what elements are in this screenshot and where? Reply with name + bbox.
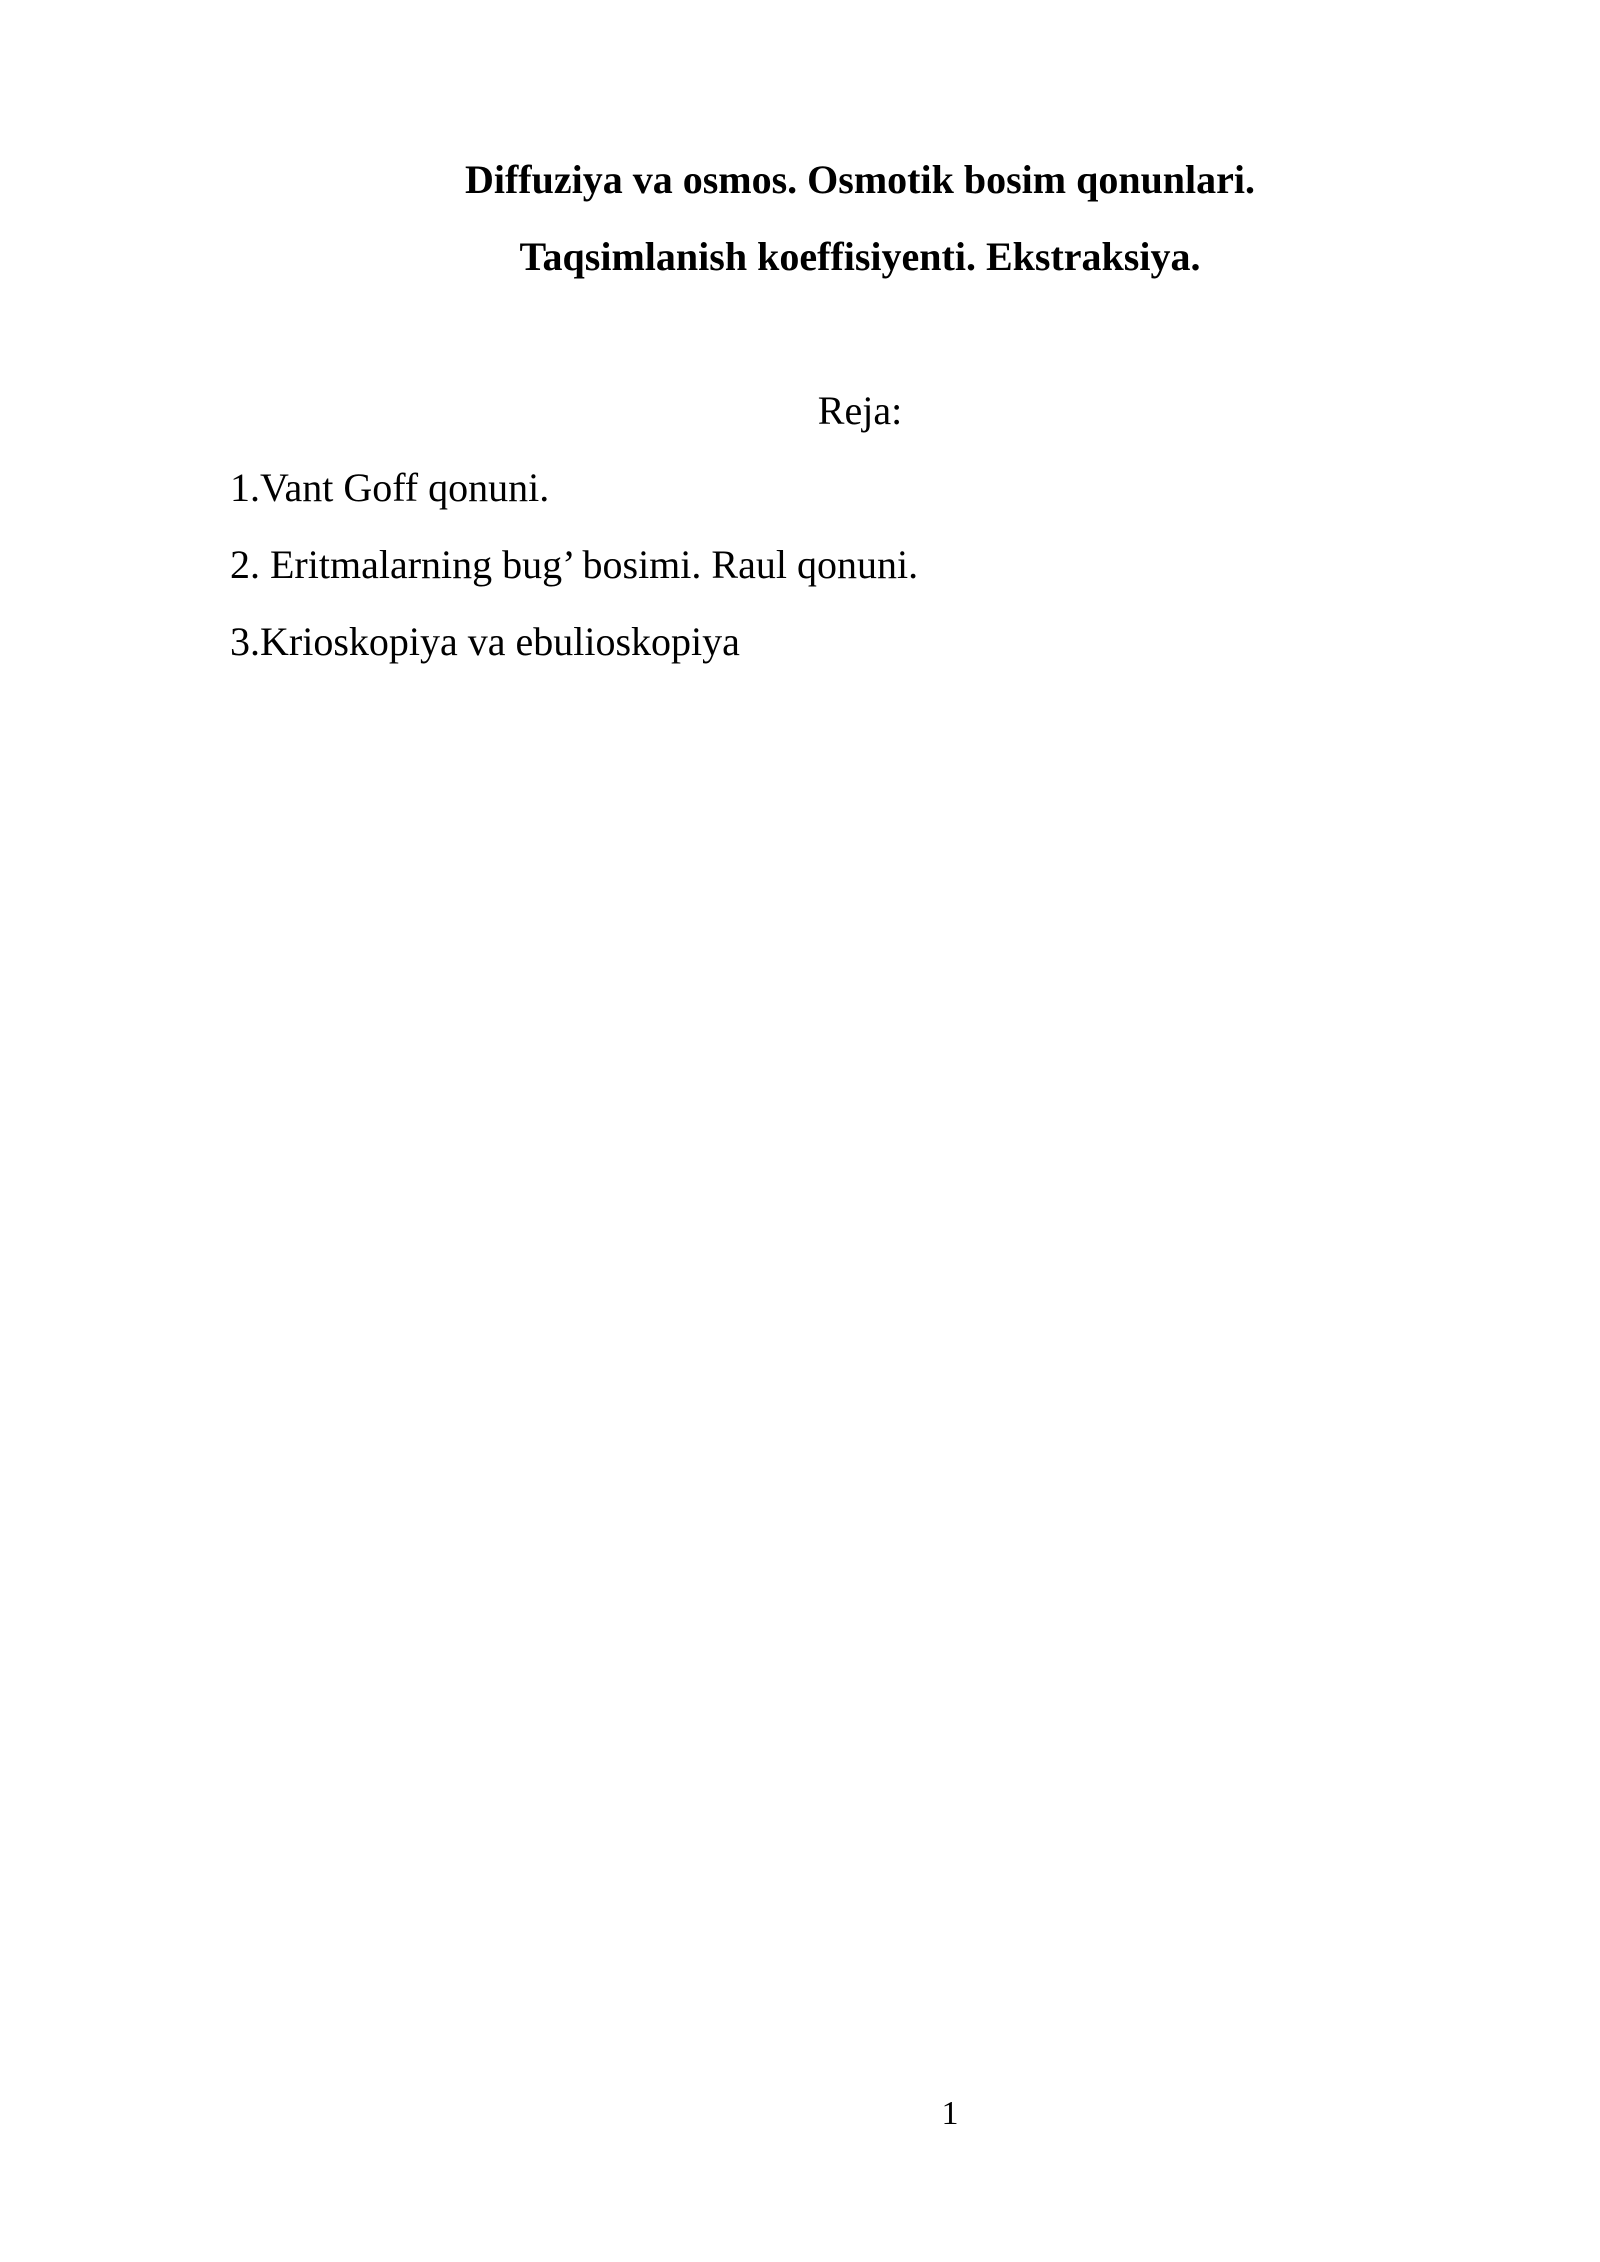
document-title-line-2: Taqsimlanish koeffisiyenti. Ekstraksiya. [519, 234, 1201, 279]
plan-item-1: 1.Vant Goff qonuni. [230, 465, 550, 510]
plan-item-3: 3.Krioskopiya va ebulioskopiya [230, 619, 740, 664]
plan-item-2: 2. Eritmalarning bug’ bosimi. Raul qonuni. [230, 542, 919, 587]
plan-list [230, 464, 918, 695]
document-title-line-1: Diffuziya va osmos. Osmotik bosim qonunlari. [464, 157, 1256, 202]
plan-heading: Reja: [817, 388, 903, 433]
page-number: 1 [941, 2095, 959, 2132]
